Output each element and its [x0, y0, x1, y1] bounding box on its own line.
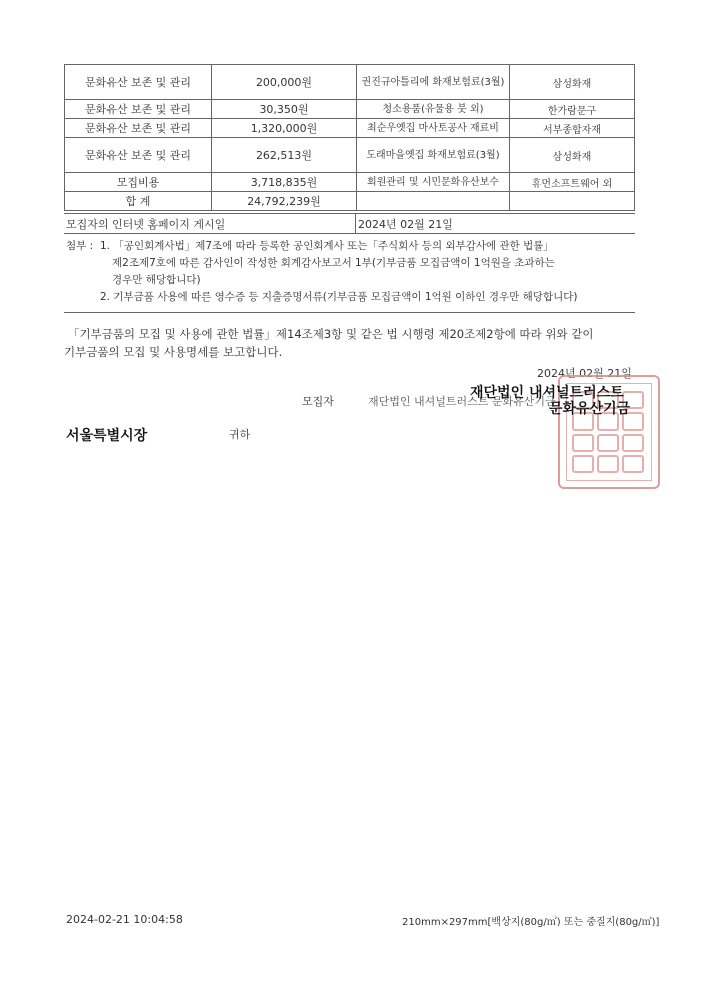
usage-table [64, 64, 635, 211]
total-amount-cell: 24,792,239원 [212, 192, 357, 211]
collector-name-stamp-line-1: 재단법인 내셔널트러스트 [470, 385, 624, 401]
internet-posting-label: 모집자의 인터넷 홈페이지 게시일 [66, 218, 226, 231]
category-cell: 문화유산 보존 및 관리 [65, 100, 212, 119]
vendor-cell: 삼성화재 [510, 138, 635, 173]
attachment-1-line-1: 1. 「공인회계사법」제7조에 따라 등록한 공인회계사 또는「주식회사 등의 외부감사에 관한 법률」 [100, 240, 554, 252]
item-cell [357, 192, 510, 211]
attachments-label: 첨부 : [66, 240, 94, 252]
total-label-cell: 합 계 [65, 192, 212, 211]
vendor-cell: 휴먼소프트웨어 외 [510, 173, 635, 192]
vendor-cell: 삼성화재 [510, 65, 635, 100]
divider [355, 213, 356, 233]
item-cell: 청소용품(유물용 붓 외) [357, 100, 510, 119]
amount-cell: 30,350원 [212, 100, 357, 119]
table-row [65, 65, 635, 100]
item-cell: 권진규아틀리에 화재보험료(3월) [357, 65, 510, 100]
vendor-cell: 서부종합자재 [510, 119, 635, 138]
amount-cell: 200,000원 [212, 65, 357, 100]
divider [64, 233, 635, 234]
amount-cell: 1,320,000원 [212, 119, 357, 138]
table-row [65, 138, 635, 173]
category-cell: 문화유산 보존 및 관리 [65, 65, 212, 100]
report-date: 2024년 02월 21일 [537, 367, 632, 380]
divider [64, 213, 635, 214]
table-row [65, 100, 635, 119]
footer-paper-spec: 210mm×297mm[백상지(80g/㎡) 또는 중질지(80g/㎡)] [402, 917, 660, 928]
divider [64, 312, 635, 313]
category-cell: 모집비용 [65, 173, 212, 192]
table-row [65, 119, 635, 138]
category-cell: 문화유산 보존 및 관리 [65, 138, 212, 173]
statement-line-2: 기부금품의 모집 및 사용명세를 보고합니다. [64, 345, 283, 359]
vendor-cell: 한가람문구 [510, 100, 635, 119]
item-cell: 최순우옛집 마사토공사 재료비 [357, 119, 510, 138]
collector-name-stamp-line-2: 문화유산기금 [549, 401, 631, 417]
attachment-2: 2. 기부금품 사용에 따른 영수증 등 지출증명서류(기부금품 모집금액이 1억원 이하인 경우만 해당합니다) [100, 291, 578, 303]
amount-cell: 3,718,835원 [212, 173, 357, 192]
item-cell: 도래마을옛집 화재보험료(3월) [357, 138, 510, 173]
amount-cell: 262,513원 [212, 138, 357, 173]
category-cell: 문화유산 보존 및 관리 [65, 119, 212, 138]
footer-timestamp: 2024-02-21 10:04:58 [66, 913, 183, 926]
collector-label: 모집자 [302, 395, 334, 408]
recipient-name: 서울특별시장 [66, 428, 148, 444]
statement-line-1: 「기부금품의 모집 및 사용에 관한 법률」제14조제3항 및 같은 법 시행령 제20조제2항에 따라 위와 같이 [68, 327, 594, 341]
attachment-1-line-3: 경우만 해당합니다) [112, 274, 201, 286]
attachment-1-line-2: 제2조제7호에 따른 감사인이 작성한 회계감사보고서 1부(기부금품 모집금액이 1억원을 초과하는 [112, 257, 555, 269]
vendor-cell [510, 192, 635, 211]
total-row [65, 192, 635, 211]
collector-name-printed: 재단법인 내셔널트러스트 문화유산기금 [368, 395, 556, 408]
internet-posting-date: 2024년 02월 21일 [358, 218, 453, 231]
recipient-suffix: 귀하 [229, 428, 251, 441]
item-cell: 회원관리 및 시민문화유산보수 [357, 173, 510, 192]
table-row [65, 173, 635, 192]
